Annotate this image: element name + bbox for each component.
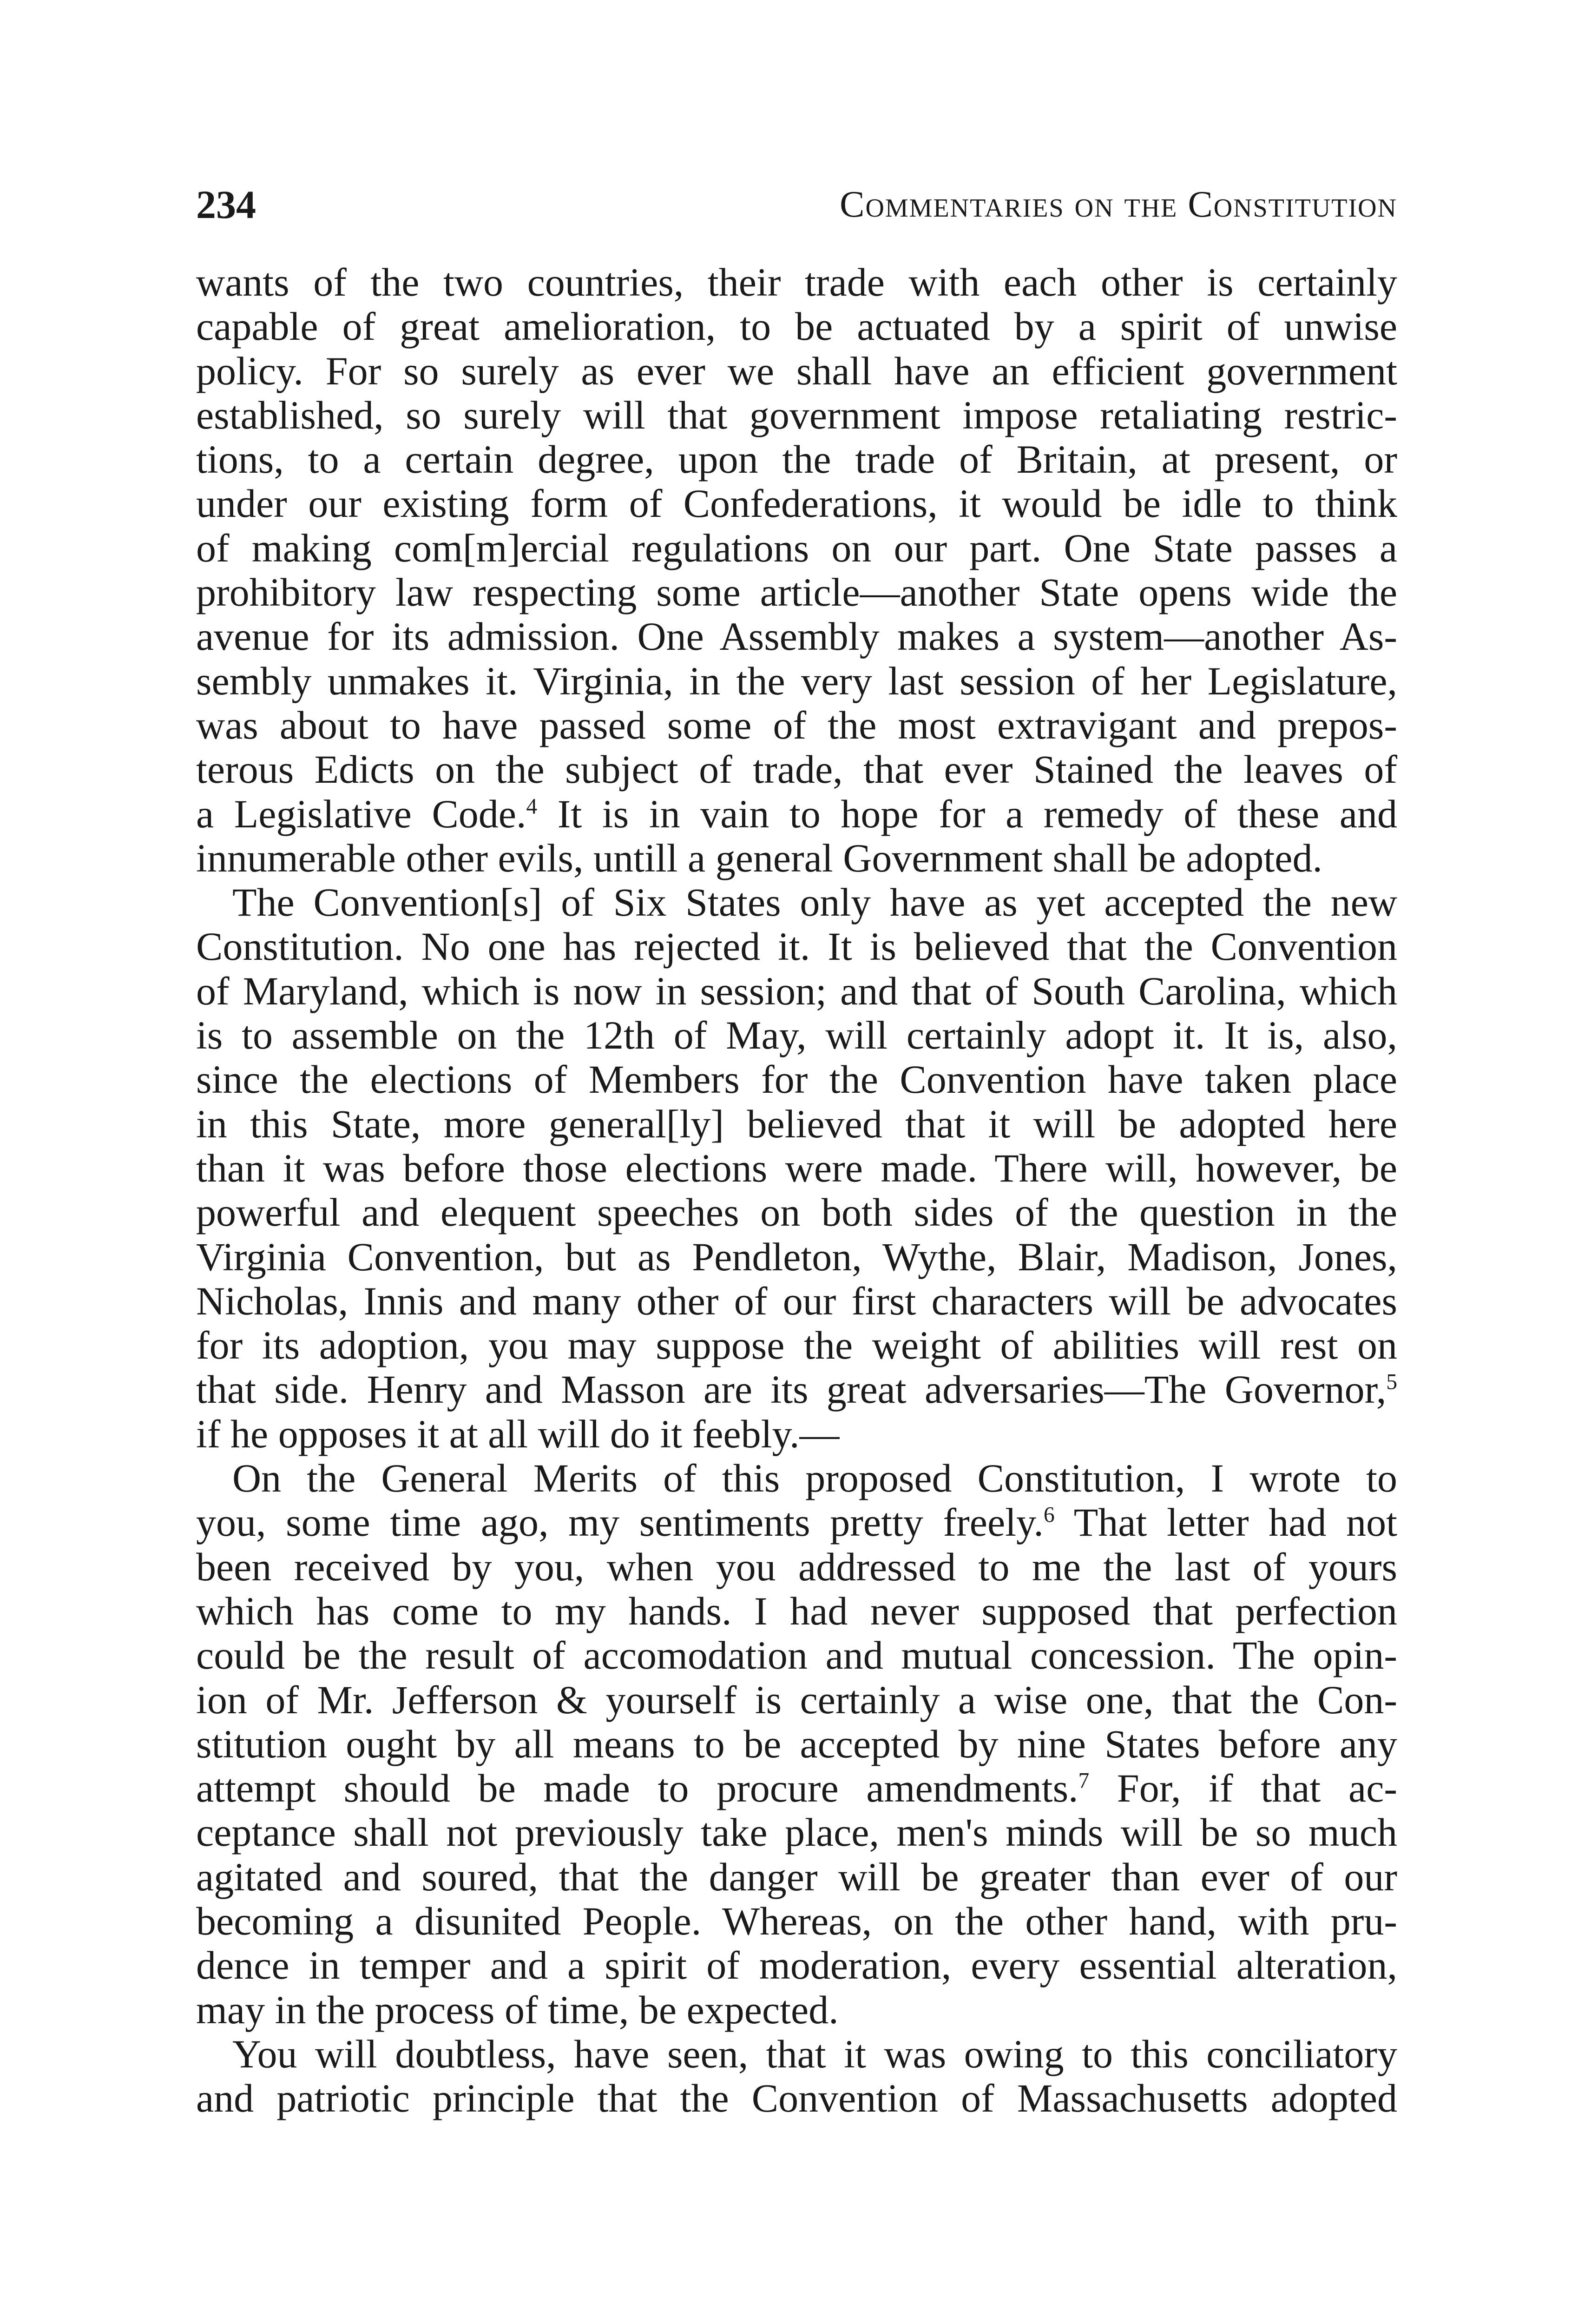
line-text: ion of Mr. Jefferson & yourself is certainly a wise one, that the Con- [196, 1677, 1397, 1722]
text-line [196, 1235, 1397, 1279]
text-line [196, 1943, 1397, 1987]
text-line [196, 437, 1397, 482]
running-head [196, 179, 1397, 230]
line-text: that side. Henry and Masson are its great adversaries—The Governor, [196, 1367, 1387, 1412]
line-text: since the elections of Members for the Convention have taken place [196, 1057, 1397, 1102]
text-line [196, 1545, 1397, 1589]
text-line [196, 570, 1397, 614]
text-line [196, 1722, 1397, 1766]
line-text: in this State, more general[ly] believed that it will be adopted here [196, 1101, 1397, 1146]
text-line [196, 2032, 1397, 2076]
footnote-marker: 4 [526, 794, 538, 819]
text-line [196, 1323, 1397, 1367]
text-line [196, 2076, 1397, 2120]
text-line [196, 1057, 1397, 1102]
line-text: avenue for its admission. One Assembly makes a system—another As- [196, 614, 1397, 659]
text-line [196, 924, 1397, 969]
text-line [196, 1810, 1397, 1855]
text-line [196, 1766, 1397, 1810]
text-line [196, 1412, 1397, 1456]
line-text: capable of great amelioration, to be actuated by a spirit of unwise [196, 304, 1397, 349]
line-text: Nicholas, Innis and many other of our first characters will be advocates [196, 1278, 1397, 1323]
footnote-marker: 5 [1386, 1370, 1397, 1394]
line-text: under our existing form of Confederations, it would be idle to think [196, 481, 1397, 526]
text-line [196, 1899, 1397, 1943]
line-text: for its adoption, you may suppose the weight of abilities will rest on [196, 1323, 1397, 1368]
line-text: Virginia Convention, but as Pendleton, Wythe, Blair, Madison, Jones, [196, 1234, 1397, 1279]
text-line [196, 260, 1397, 304]
line-text: agitated and soured, that the danger will be greater than ever of our [196, 1854, 1397, 1899]
line-text: if he opposes it at all will do it feebly.— [196, 1411, 840, 1456]
line-text-continued: That letter had not [1054, 1500, 1397, 1545]
text-line [196, 349, 1397, 393]
text-line [196, 1633, 1397, 1677]
line-text: becoming a disunited People. Whereas, on the other hand, with pru- [196, 1898, 1397, 1943]
page-number: 234 [196, 182, 256, 227]
text-line [196, 659, 1397, 703]
text-line [196, 1589, 1397, 1633]
line-text: innumerable other evils, untill a general Government shall be adopted. [196, 835, 1322, 880]
text-line [196, 1678, 1397, 1722]
line-text: and patriotic principle that the Convention of Massachusetts adopted [196, 2076, 1397, 2121]
line-text: dence in temper and a spirit of moderation, every essential alteration, [196, 1943, 1397, 1988]
line-text: than it was before those elections were made. There will, however, be [196, 1145, 1397, 1190]
line-text: attempt should be made to procure amendments. [196, 1766, 1078, 1811]
text-line [196, 614, 1397, 659]
body-text [196, 260, 1397, 2120]
line-text-continued: For, if that ac- [1089, 1766, 1398, 1811]
line-text: powerful and elequent speeches on both sides of the question in the [196, 1190, 1397, 1235]
text-line [196, 482, 1397, 526]
line-text: wants of the two countries, their trade with each other is certainly [196, 260, 1397, 304]
text-line [196, 703, 1397, 747]
text-line [196, 1146, 1397, 1190]
line-text: was about to have passed some of the most extravigant and prepos- [196, 702, 1397, 747]
text-line [196, 1500, 1397, 1545]
line-text: stitution ought by all means to be accepted by nine States before any [196, 1721, 1397, 1766]
line-text: been received by you, when you addressed to me the last of yours [196, 1544, 1397, 1589]
text-line [196, 1102, 1397, 1146]
text-line [196, 836, 1397, 880]
text-line [196, 792, 1397, 836]
line-text: ceptance shall not previously take place, men's minds will be so much [196, 1810, 1397, 1855]
text-line [196, 1456, 1397, 1500]
text-line [196, 1190, 1397, 1235]
text-line [196, 1367, 1397, 1412]
footnote-marker: 7 [1078, 1769, 1090, 1793]
text-line [196, 1988, 1397, 2032]
line-text: may in the process of time, be expected. [196, 1987, 839, 2032]
text-line [196, 393, 1397, 437]
line-text: a Legislative Code. [196, 791, 526, 836]
footnote-marker: 6 [1043, 1503, 1055, 1527]
line-text: You will doubtless, have seen, that it was owing to this conciliatory [232, 2031, 1397, 2076]
line-text: of Maryland, which is now in session; and that of South Carolina, which [196, 968, 1397, 1013]
line-text: terous Edicts on the subject of trade, that ever Stained the leaves of [196, 747, 1397, 792]
line-text: you, some time ago, my sentiments pretty freely. [196, 1500, 1044, 1545]
line-text: prohibitory law respecting some article—another State opens wide the [196, 570, 1397, 615]
line-text: tions, to a certain degree, upon the trade of Britain, at present, or [196, 437, 1397, 482]
text-line [196, 304, 1397, 349]
text-line [196, 747, 1397, 792]
line-text-continued: It is in vain to hope for a remedy of these and [537, 791, 1397, 836]
line-text: could be the result of accomodation and mutual concession. The opin- [196, 1633, 1397, 1678]
running-title: Commentaries on the Constitution [840, 184, 1397, 225]
text-line [196, 880, 1397, 924]
line-text: which has come to my hands. I had never supposed that perfection [196, 1588, 1397, 1633]
text-line [196, 1855, 1397, 1899]
line-text: The Convention[s] of Six States only have as yet accepted the new [232, 880, 1397, 925]
line-text: of making com[m]ercial regulations on our part. One State passes a [196, 525, 1397, 570]
line-text: policy. For so surely as ever we shall have an efficient government [196, 348, 1397, 393]
text-line [196, 526, 1397, 570]
text-line [196, 1279, 1397, 1323]
line-text: On the General Merits of this proposed Constitution, I wrote to [232, 1456, 1397, 1501]
text-line [196, 969, 1397, 1013]
line-text: established, so surely will that government impose retaliating restric- [196, 392, 1397, 437]
line-text: Constitution. No one has rejected it. It is believed that the Convention [196, 924, 1397, 969]
line-text: is to assemble on the 12th of May, will certainly adopt it. It is, also, [196, 1013, 1397, 1058]
text-line [196, 1013, 1397, 1057]
line-text: sembly unmakes it. Virginia, in the very last session of her Legislature, [196, 658, 1397, 703]
